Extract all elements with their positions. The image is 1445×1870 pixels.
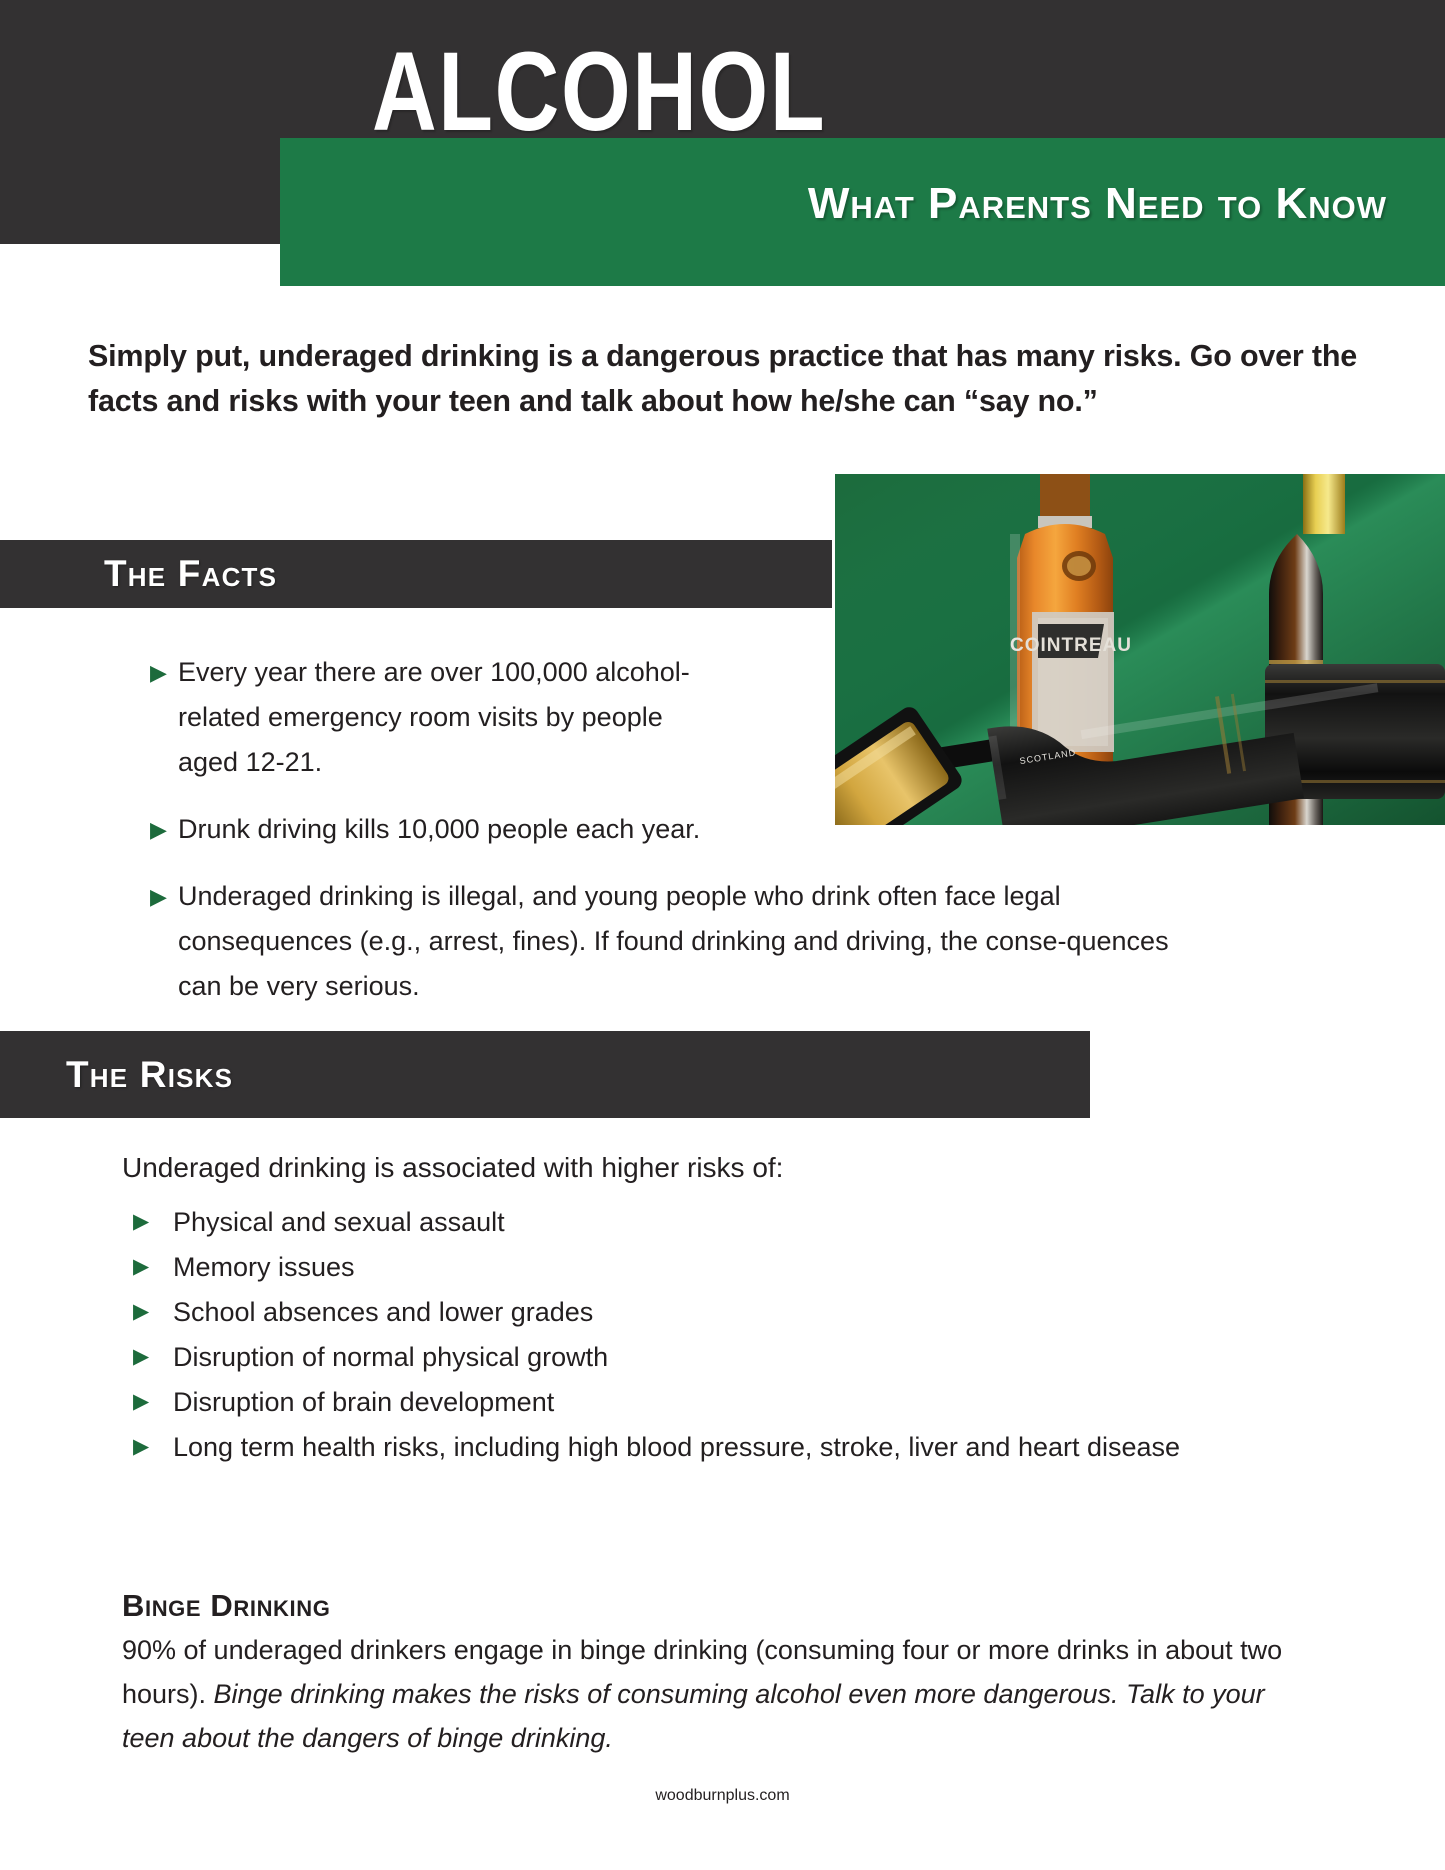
- list-item-text: Disruption of brain development: [173, 1387, 555, 1417]
- list-item-text: Drunk driving kills 10,000 people each year.: [178, 814, 701, 844]
- triangle-bullet-icon: ▶: [133, 1300, 150, 1323]
- section-header-facts-label: The Facts: [104, 553, 278, 594]
- list-item-text: Disruption of normal physical growth: [173, 1342, 609, 1372]
- list-item: [133, 1425, 1283, 1469]
- list-item: [150, 650, 718, 785]
- triangle-bullet-icon: ▶: [150, 660, 167, 685]
- triangle-bullet-icon: ▶: [133, 1345, 150, 1368]
- binge-drinking-heading: Binge Drinking: [122, 1588, 331, 1623]
- section-header-risks: [0, 1031, 1090, 1118]
- svg-text:COINTREAU: COINTREAU: [1010, 635, 1132, 656]
- page-subtitle: What Parents Need to Know: [807, 179, 1387, 228]
- triangle-bullet-icon: ▶: [133, 1435, 150, 1458]
- triangle-bullet-icon: ▶: [150, 884, 167, 909]
- list-item: [150, 807, 798, 852]
- page-header: [0, 0, 1445, 295]
- list-item: [133, 1335, 1283, 1379]
- binge-text-italic: Binge drinking makes the risks of consuming alcohol even more dangerous. Talk to your teen about the dangers of binge drinking.: [122, 1679, 1265, 1753]
- facts-list: [150, 650, 1240, 1009]
- list-item-text: Every year there are over 100,000 alcohol-related emergency room visits by people aged 12-21.: [178, 657, 690, 777]
- triangle-bullet-icon: ▶: [133, 1390, 150, 1413]
- section-header-risks-label: The Risks: [66, 1053, 234, 1095]
- list-item: [133, 1380, 1283, 1424]
- list-item-text: Long term health risks, including high blood pressure, stroke, liver and heart disease: [173, 1432, 1181, 1462]
- triangle-bullet-icon: ▶: [133, 1210, 150, 1233]
- binge-drinking-paragraph: [122, 1628, 1302, 1760]
- list-item-text: Underaged drinking is illegal, and young people who drink often face legal consequences (e.g., arrest, fines). If found drinking and driving, the conse-quences can be very serious.: [178, 881, 1169, 1001]
- section-header-facts: [0, 540, 832, 608]
- list-item: [133, 1200, 1283, 1244]
- svg-text:SCOTLAND: SCOTLAND: [1018, 747, 1077, 767]
- footer-site-url: woodburnplus.com: [655, 1787, 790, 1804]
- list-item: [133, 1245, 1283, 1289]
- list-item-text: Memory issues: [173, 1252, 355, 1282]
- binge-text-regular: 90% of underaged drinkers engage in binge drinking (consuming four or more drinks in about two hours).: [122, 1635, 1283, 1709]
- intro-paragraph: Simply put, underaged drinking is a dangerous practice that has many risks. Go over the facts and risks with your teen and talk about how he/she can “say no.”: [88, 339, 1358, 418]
- list-item: [150, 874, 1178, 1009]
- list-item-text: Physical and sexual assault: [173, 1207, 505, 1237]
- risks-list: [133, 1200, 1283, 1470]
- list-item: [133, 1290, 1283, 1334]
- page-title: ALCOHOL: [372, 29, 827, 154]
- triangle-bullet-icon: ▶: [133, 1255, 150, 1278]
- risks-lead-text: Underaged drinking is associated with higher risks of:: [122, 1152, 784, 1183]
- triangle-bullet-icon: ▶: [150, 817, 167, 842]
- list-item-text: School absences and lower grades: [173, 1297, 594, 1327]
